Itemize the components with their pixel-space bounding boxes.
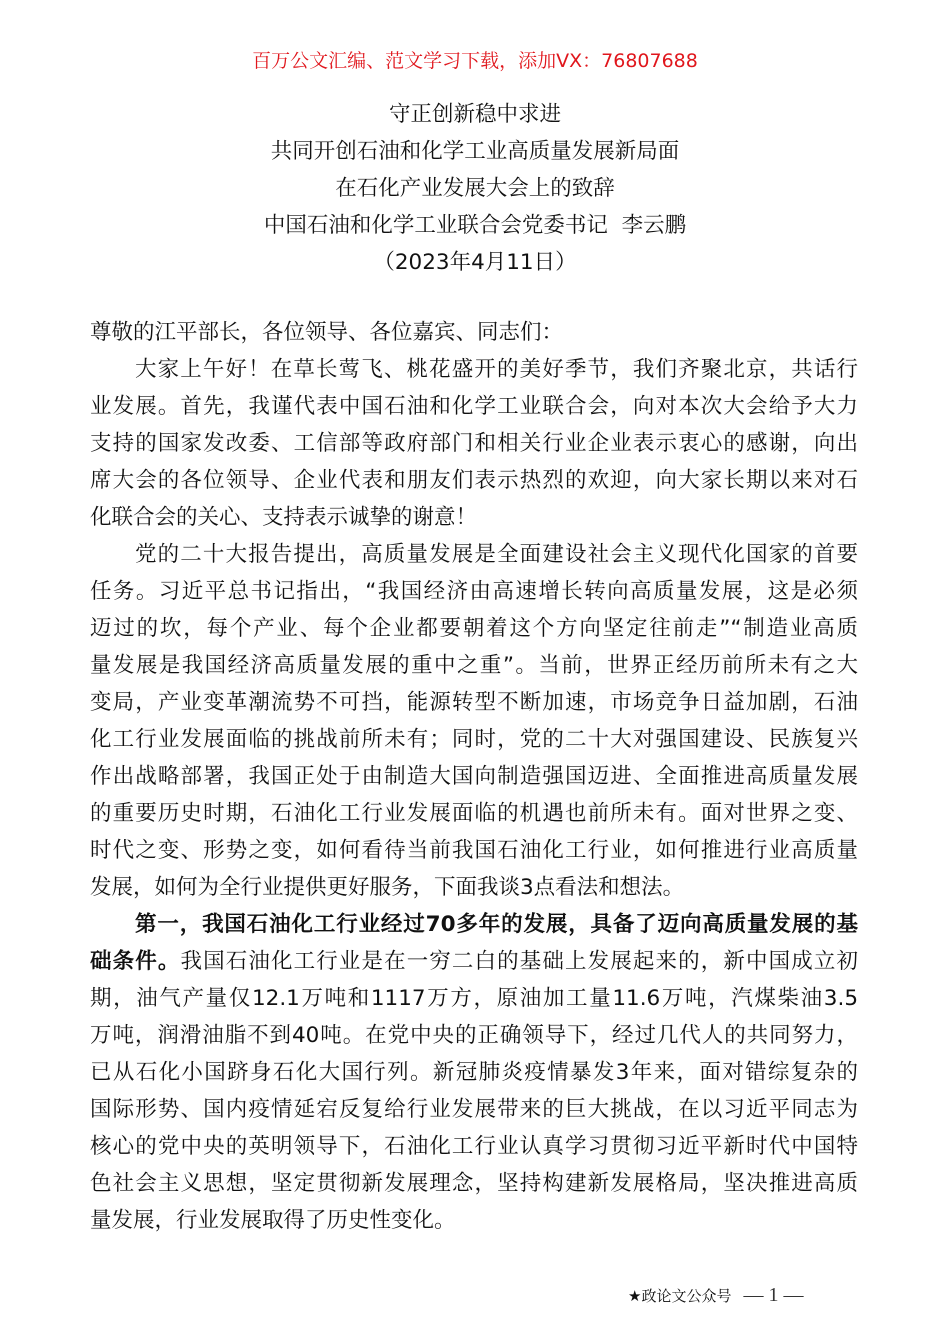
speaker: 中国石油和化学工业联合会党委书记 李云鹏 (263, 213, 687, 238)
paragraph (90, 906, 858, 1239)
line-text: 的重要历史时期，石油化工行业发展面临的机遇也前所未有。面对世界之变、 (90, 801, 858, 826)
line-text: 大家上午好！在草长莺飞、桃花盛开的美好季节，我们齐聚北京，共话行 (135, 357, 858, 382)
line-text: 期，油气产量仅12.1万吨和1117万方，原油加工量11.6万吨，汽煤柴油3.5 (90, 986, 858, 1011)
line-text: 色社会主义思想，坚定贯彻新发展理念，坚持构建新发展格局，坚决推进高质 (90, 1171, 858, 1196)
text-line (90, 462, 858, 499)
text-line (90, 980, 858, 1017)
text-line (90, 1054, 858, 1091)
text-line (90, 943, 858, 980)
salutation: 尊敬的江平部长，各位领导、各位嘉宾、同志们： (90, 320, 564, 345)
paragraph (90, 351, 858, 536)
line-text: 万吨，润滑油脂不到40吨。在党中央的正确领导下，经过几代人的共同努力， (90, 1023, 858, 1048)
subtitle-line: 共同开创石油和化学工业高质量发展新局面 (270, 139, 680, 164)
document-body (90, 314, 858, 1239)
title-line: 守正创新稳中求进 (388, 102, 561, 127)
line-text: 我国石油化工行业是在一穷二白的基础上发展起来的，新中国成立初 (180, 949, 858, 974)
line-text: 变局，产业变革潮流势不可挡，能源转型不断加速，市场竞争日益加剧，石油 (90, 690, 858, 715)
line-text: 业发展。首先，我谨代表中国石油和化学工业联合会，向对本次大会给予大力 (90, 394, 858, 419)
line-text: 任务。习近平总书记指出，“我国经济由高速增长转向高质量发展，这是必须 (90, 579, 858, 604)
text-line (90, 1165, 858, 1202)
line-text: 国际形势、国内疫情延宕反复给行业发展带来的巨大挑战，在以习近平同志为 (90, 1097, 858, 1122)
line-text: 支持的国家发改委、工信部等政府部门和相关行业企业表示衷心的感谢，向出 (90, 431, 858, 456)
text-line (90, 536, 858, 573)
line-text: 席大会的各位领导、企业代表和朋友们表示热烈的欢迎，向大家长期以来对石 (90, 468, 858, 493)
line-text: 量发展是我国经济高质量发展的重中之重”。当前，世界正经历前所未有之大 (90, 653, 858, 678)
line-text: 化联合会的关心、支持表示诚挚的谢意！ (90, 505, 478, 530)
text-line (90, 795, 858, 832)
text-line (90, 499, 858, 536)
line-text: 核心的党中央的英明领导下，石油化工行业认真学习贯彻习近平新时代中国特 (90, 1134, 858, 1159)
text-line (90, 425, 858, 462)
text-line (90, 721, 858, 758)
page-number: — 1 — (743, 1284, 804, 1306)
watermark-banner: 百万公文汇编、范文学习下载，添加VX：76807688 (252, 50, 698, 72)
text-line (90, 647, 858, 684)
line-text: 作出战略部署，我国正处于由制造大国向制造强国迈进、全面推进高质量发展 (90, 764, 858, 789)
footer-source: ★政论文公众号 (628, 1287, 732, 1305)
title-block (0, 96, 950, 281)
text-line (90, 1202, 858, 1239)
line-text: 党的二十大报告提出，高质量发展是全面建设社会主义现代化国家的首要 (135, 542, 858, 567)
text-line (90, 684, 858, 721)
text-line (90, 906, 858, 943)
line-text: 迈过的坎，每个产业、每个企业都要朝着这个方向坚定往前走”“制造业高质 (90, 616, 858, 641)
text-line (90, 869, 858, 906)
text-line (90, 1017, 858, 1054)
line-text: 时代之变、形势之变，如何看待当前我国石油化工行业，如何推进行业高质量 (90, 838, 858, 863)
page-footer (628, 1284, 803, 1307)
paragraph (90, 536, 858, 906)
line-text: 化工行业发展面临的挑战前所未有；同时，党的二十大对强国建设、民族复兴 (90, 727, 858, 752)
bold-heading-text: 第一，我国石油化工行业经过70多年的发展，具备了迈向高质量发展的基 (135, 912, 858, 937)
text-line (90, 573, 858, 610)
text-line (90, 388, 858, 425)
text-line (90, 832, 858, 869)
text-line (90, 1091, 858, 1128)
text-line (90, 758, 858, 795)
bold-heading-text: 础条件。 (90, 949, 181, 974)
text-line (90, 351, 858, 388)
text-line (90, 1128, 858, 1165)
line-text: 发展，如何为全行业提供更好服务，下面我谈3点看法和想法。 (90, 875, 685, 900)
speech-date: （2023年4月11日） (373, 250, 577, 275)
line-text: 量发展，行业发展取得了历史性变化。 (90, 1208, 456, 1233)
line-text: 已从石化小国跻身石化大国行列。新冠肺炎疫情暴发3年来，面对错综复杂的 (90, 1060, 858, 1085)
speech-occasion: 在石化产业发展大会上的致辞 (335, 176, 615, 201)
text-line (90, 610, 858, 647)
